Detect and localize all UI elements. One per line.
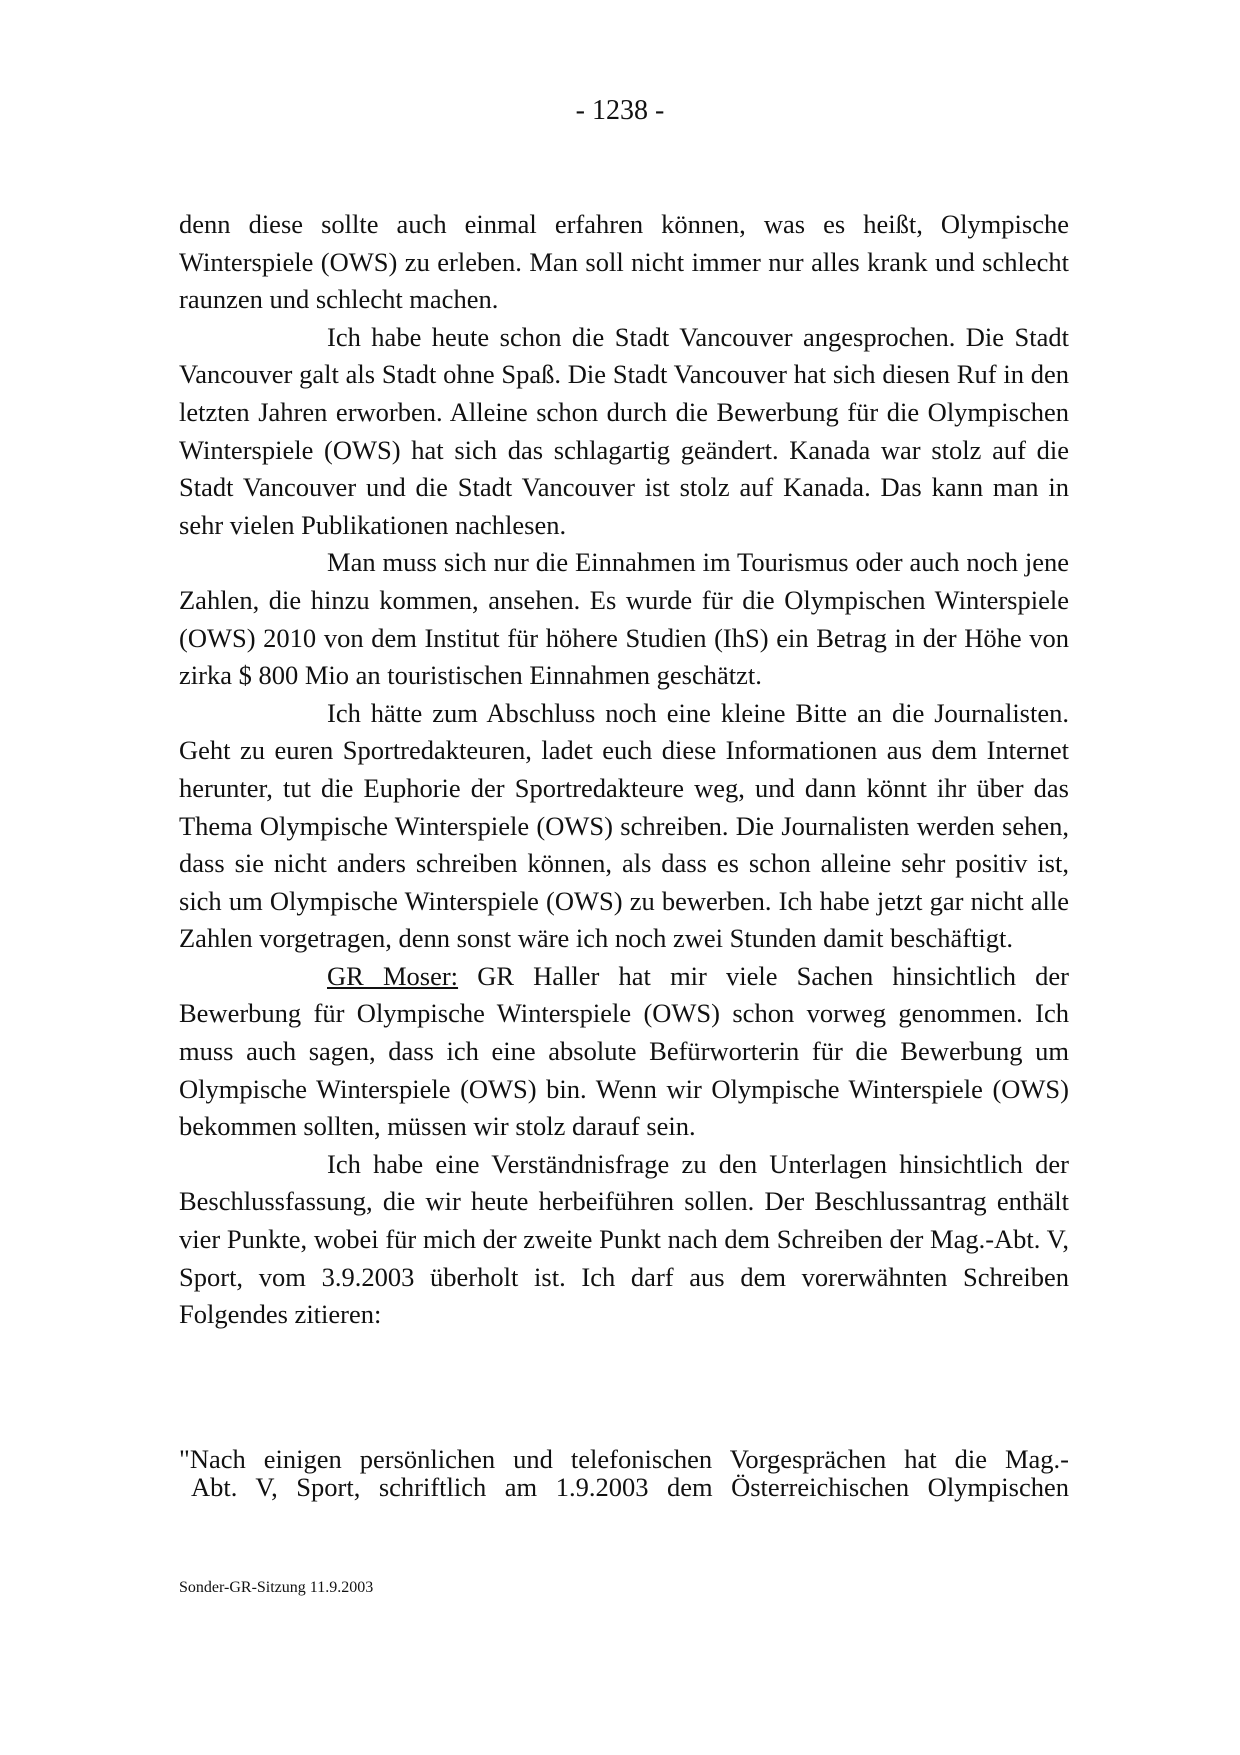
paragraph-speech-moser [179,958,1069,1146]
quote-line: Abt. V, Sport, schriftlich am 1.9.2003 dem Österreichischen Olympischen [191,1472,1069,1502]
paragraph-journalists: Ich hätte zum Abschluss noch eine kleine Bitte an die Journalisten. Geht zu euren Sportredakteuren, ladet euch diese Informationen aus dem Internet herunter, tut die Euphorie der Sportredakteure weg, und dann könnt ihr über das Thema Olympische Winterspiele (OWS) schreiben. Die Journalisten werden sehen, dass sie nicht anders schreiben können, als dass es schon alleine sehr positiv ist, sich um Olympische Winterspiele (OWS) zu bewerben. Ich habe jetzt gar nicht alle Zahlen vorgetragen, denn sonst wäre ich noch zwei Stunden damit beschäftigt. [179,697,1069,954]
paragraph-continuation: denn diese sollte auch einmal erfahren können, was es heißt, Olympische Winterspiele (OWS) zu erleben. Man soll nicht immer nur alles krank und schlecht raunzen und schlecht machen. [179,209,1069,315]
speech-text: GR Haller hat mir viele Sachen hinsichtlich der Bewerbung für Olympische Winterspiele (OWS) schon vorweg genommen. Ich muss auch sagen, dass ich eine absolute Befürworterin für die Bewerbung um Olympische Winterspiele (OWS) bin. Wenn wir Olympische Winterspiele (OWS) bekommen sollten, müssen wir stolz darauf sein. [179,960,1069,1142]
document-body [179,206,1069,1334]
speaker-name: GR Moser: [327,960,459,991]
quote-block [179,1445,1069,1501]
quote-line: "Nach einigen persönlichen und telefonischen Vorgesprächen hat die Mag.- [179,1444,1069,1474]
footer-session: Sonder-GR-Sitzung 11.9.2003 [179,1579,374,1596]
page-number: - 1238 - [575,95,665,126]
paragraph-question: Ich habe eine Verständnisfrage zu den Unterlagen hinsichtlich der Beschlussfassung, die wir heute herbeiführen sollen. Der Beschlussantrag enthält vier Punkte, wobei für mich der zweite Punkt nach dem Schreiben der Mag.-Abt. V, Sport, vom 3.9.2003 überholt ist. Ich darf aus dem vorerwähnten Schreiben Folgendes zitieren: [179,1148,1069,1330]
paragraph-tourism: Man muss sich nur die Einnahmen im Tourismus oder auch noch jene Zahlen, die hinzu kommen, ansehen. Es wurde für die Olympischen Winterspiele (OWS) 2010 von dem Institut für höhere Studien (IhS) ein Betrag in der Höhe von zirka $ 800 Mio an touristischen Einnahmen geschätzt. [179,547,1069,691]
paragraph-vancouver: Ich habe heute schon die Stadt Vancouver angesprochen. Die Stadt Vancouver galt als Stadt ohne Spaß. Die Stadt Vancouver hat sich diesen Ruf in den letzten Jahren erworben. Alleine schon durch die Bewerbung für die Olympischen Winterspiele (OWS) hat sich das schlagartig geändert. Kanada war stolz auf die Stadt Vancouver und die Stadt Vancouver ist stolz auf Kanada. Das kann man in sehr vielen Publikationen nachlesen. [179,321,1069,540]
